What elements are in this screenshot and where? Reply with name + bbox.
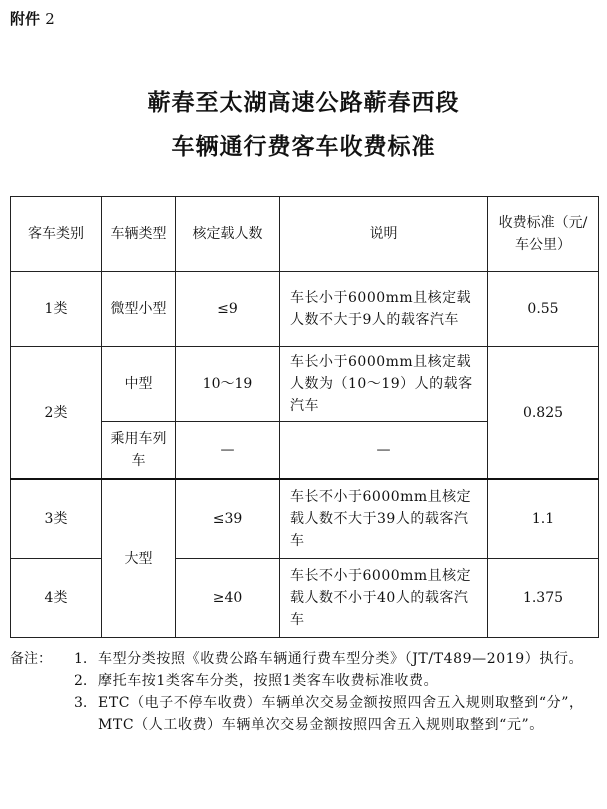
cell-category: 1类 <box>11 272 102 347</box>
note-number: 2. <box>74 673 88 689</box>
header-vehicle-type: 车辆类型 <box>102 197 176 272</box>
cell-rate: 0.825 <box>488 347 599 480</box>
table-row <box>11 559 599 638</box>
table-row <box>11 347 599 422</box>
note-text: 车型分类按照《收费公路车辆通行费车型分类》（JT/T489—2019）执行。 <box>98 651 584 667</box>
notes-lead: 备注： <box>10 651 52 667</box>
cell-category: 4类 <box>11 559 102 638</box>
cell-vehicle-type: 大型 <box>102 479 176 638</box>
list-item <box>10 692 600 736</box>
table-row <box>11 272 599 347</box>
document-title-line1: 蕲春至太湖高速公路蕲春西段 <box>147 90 460 116</box>
cell-description: 车长小于6000mm且核定载人数为（10～19）人的载客汽车 <box>280 347 488 422</box>
header-category: 客车类别 <box>11 197 102 272</box>
cell-seats: ≤9 <box>176 272 280 347</box>
cell-description: 车长小于6000mm且核定载人数不大于9人的载客汽车 <box>280 272 488 347</box>
cell-vehicle-type: 微型小型 <box>102 272 176 347</box>
cell-vehicle-type: 乘用车列车 <box>102 422 176 480</box>
attachment-text: 附件 <box>10 10 41 28</box>
note-number: 3. <box>74 695 88 711</box>
notes-section <box>10 648 600 736</box>
header-rate: 收费标准（元/车公里） <box>488 197 599 272</box>
cell-rate: 1.1 <box>488 479 599 559</box>
cell-description: 车长不小于6000mm且核定载人数不小于40人的载客汽车 <box>280 559 488 638</box>
cell-seats: — <box>176 422 280 480</box>
note-number: 1. <box>74 651 88 667</box>
note-text: ETC（电子不停车收费）车辆单次交易金额按照四舍五入规则取整到“分”，MTC（人工收费）车辆单次交易金额按照四舍五入规则取整到“元”。 <box>98 695 584 733</box>
cell-seats: ≥40 <box>176 559 280 638</box>
attachment-number: 2 <box>45 10 55 28</box>
list-item <box>10 648 600 670</box>
header-description: 说明 <box>280 197 488 272</box>
list-item <box>10 670 600 692</box>
header-seats: 核定载人数 <box>176 197 280 272</box>
cell-description: — <box>280 422 488 480</box>
document-title-line2: 车辆通行费客车收费标准 <box>171 134 436 160</box>
table-header-row <box>11 197 599 272</box>
attachment-label <box>10 8 55 29</box>
cell-category: 3类 <box>11 479 102 559</box>
cell-rate: 0.55 <box>488 272 599 347</box>
cell-rate: 1.375 <box>488 559 599 638</box>
cell-category: 2类 <box>11 347 102 480</box>
cell-seats: ≤39 <box>176 479 280 559</box>
table-row <box>11 479 599 559</box>
note-text: 摩托车按1类客车分类，按照1类客车收费标准收费。 <box>98 673 439 689</box>
fee-table <box>10 196 599 638</box>
cell-seats: 10～19 <box>176 347 280 422</box>
cell-description: 车长不小于6000mm且核定载人数不大于39人的载客汽车 <box>280 479 488 559</box>
cell-vehicle-type: 中型 <box>102 347 176 422</box>
